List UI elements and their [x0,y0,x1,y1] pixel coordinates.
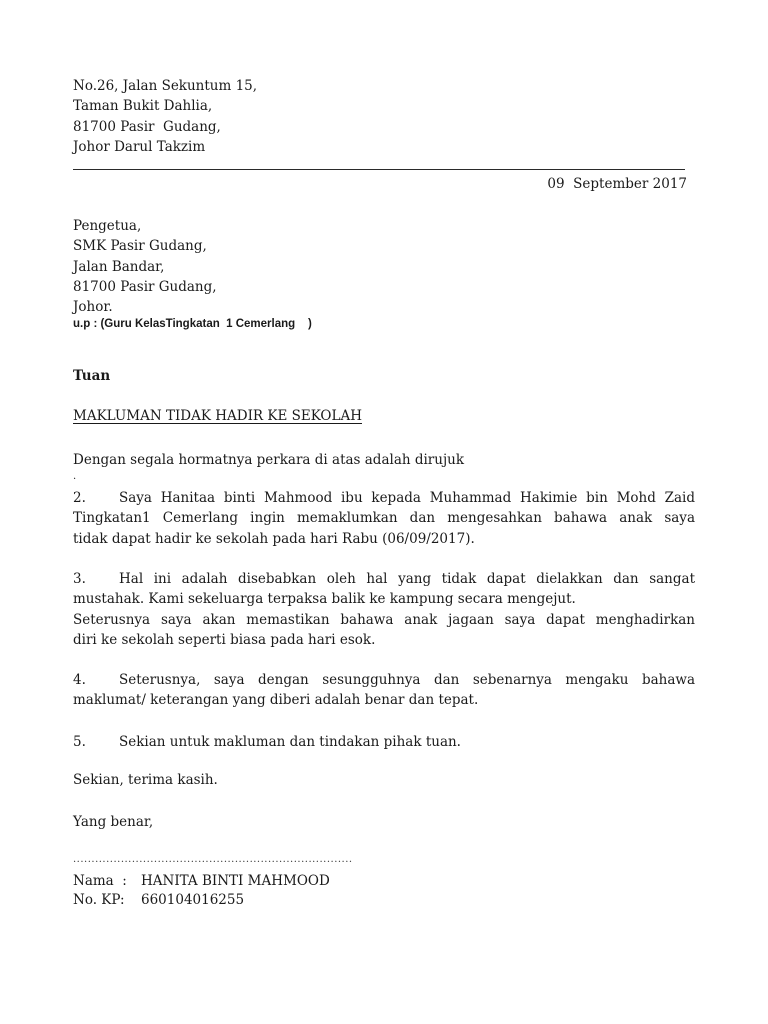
recipient-address-line: SMK Pasir Gudang, [73,238,207,255]
signature-line: ............................................................................ [73,854,353,865]
sender-address-line: Johor Darul Takzim [73,138,206,155]
name-value: HANITA BINTI MAHMOOD [141,873,330,889]
recipient-address-line: Pengetua, [73,218,142,234]
paragraph-line [73,488,695,508]
recipient-address [73,216,217,317]
sender-address [73,76,257,157]
signoff: Yang benar, [73,814,154,830]
paragraph-text: Saya Hanitaa binti Mahmood ibu kepada Muhammad Hakimie bin Mohd Zaid [119,490,695,506]
sender-address-line: No.26, Jalan Sekuntum 15, [73,78,258,94]
paragraph-text: Hal ini adalah disebabkan oleh hal yang tidak dapat dielakkan dan sangat [119,571,695,587]
attention-line: u.p : (Guru KelasTingkatan 1 Cemerlang ) [73,318,312,330]
closing-line: Sekian, terima kasih. [73,772,218,788]
signer-ic-row [73,891,330,910]
intro-dot: . [73,471,77,483]
paragraph-line [73,670,695,690]
paragraph-3 [73,569,695,650]
name-label: Nama : [73,873,127,889]
paragraph-number: 4. [73,672,86,688]
ic-label: No. KP: [73,892,125,908]
header-divider [73,169,685,170]
paragraph-number: 3. [73,571,86,587]
paragraph-number: 5. [73,734,86,750]
recipient-address-line: Jalan Bandar, [73,258,165,275]
paragraph-line: Seterusnya saya akan memastikan bahawa anak jagaan saya dapat menghadirkan [73,611,695,628]
paragraph-text: Sekian untuk makluman dan tindakan pihak tuan. [119,734,461,750]
paragraph-line [73,569,695,589]
paragraph-text: Seterusnya, saya dengan sesungguhnya dan sebenarnya mengaku bahawa [119,672,695,688]
paragraph-line: tidak dapat hadir ke sekolah pada hari Rabu (06/09/2017). [73,530,475,547]
paragraph-line: Tingkatan1 Cemerlang ingin memaklumkan dan mengesahkan bahawa anak saya [73,510,695,527]
sender-address-line: 81700 Pasir Gudang, [73,118,221,135]
signer-name-row [73,872,330,891]
paragraph-line [73,732,695,752]
paragraph-5 [73,732,695,752]
salutation: Tuan [73,368,111,384]
paragraph-2 [73,488,695,549]
signer-details [73,872,330,910]
recipient-address-line: 81700 Pasir Gudang, [73,278,217,295]
letter-date: 09 September 2017 [547,176,687,192]
paragraph-number: 2. [73,490,86,506]
letter-subject: MAKLUMAN TIDAK HADIR KE SEKOLAH [73,408,362,424]
paragraph-4 [73,670,695,711]
paragraph-line: maklumat/ keterangan yang diberi adalah benar dan tepat. [73,692,479,709]
sender-address-line: Taman Bukit Dahlia, [73,98,213,115]
paragraph-line: diri ke sekolah seperti biasa pada hari esok. [73,631,376,648]
paragraph-line: mustahak. Kami sekeluarga terpaksa balik ke kampung secara mengejut. [73,591,576,608]
intro-text: Dengan segala hormatnya perkara di atas adalah dirujuk [73,452,465,468]
recipient-address-line: Johor. [73,299,113,316]
ic-value: 660104016255 [141,892,245,908]
intro-paragraph [73,450,464,484]
